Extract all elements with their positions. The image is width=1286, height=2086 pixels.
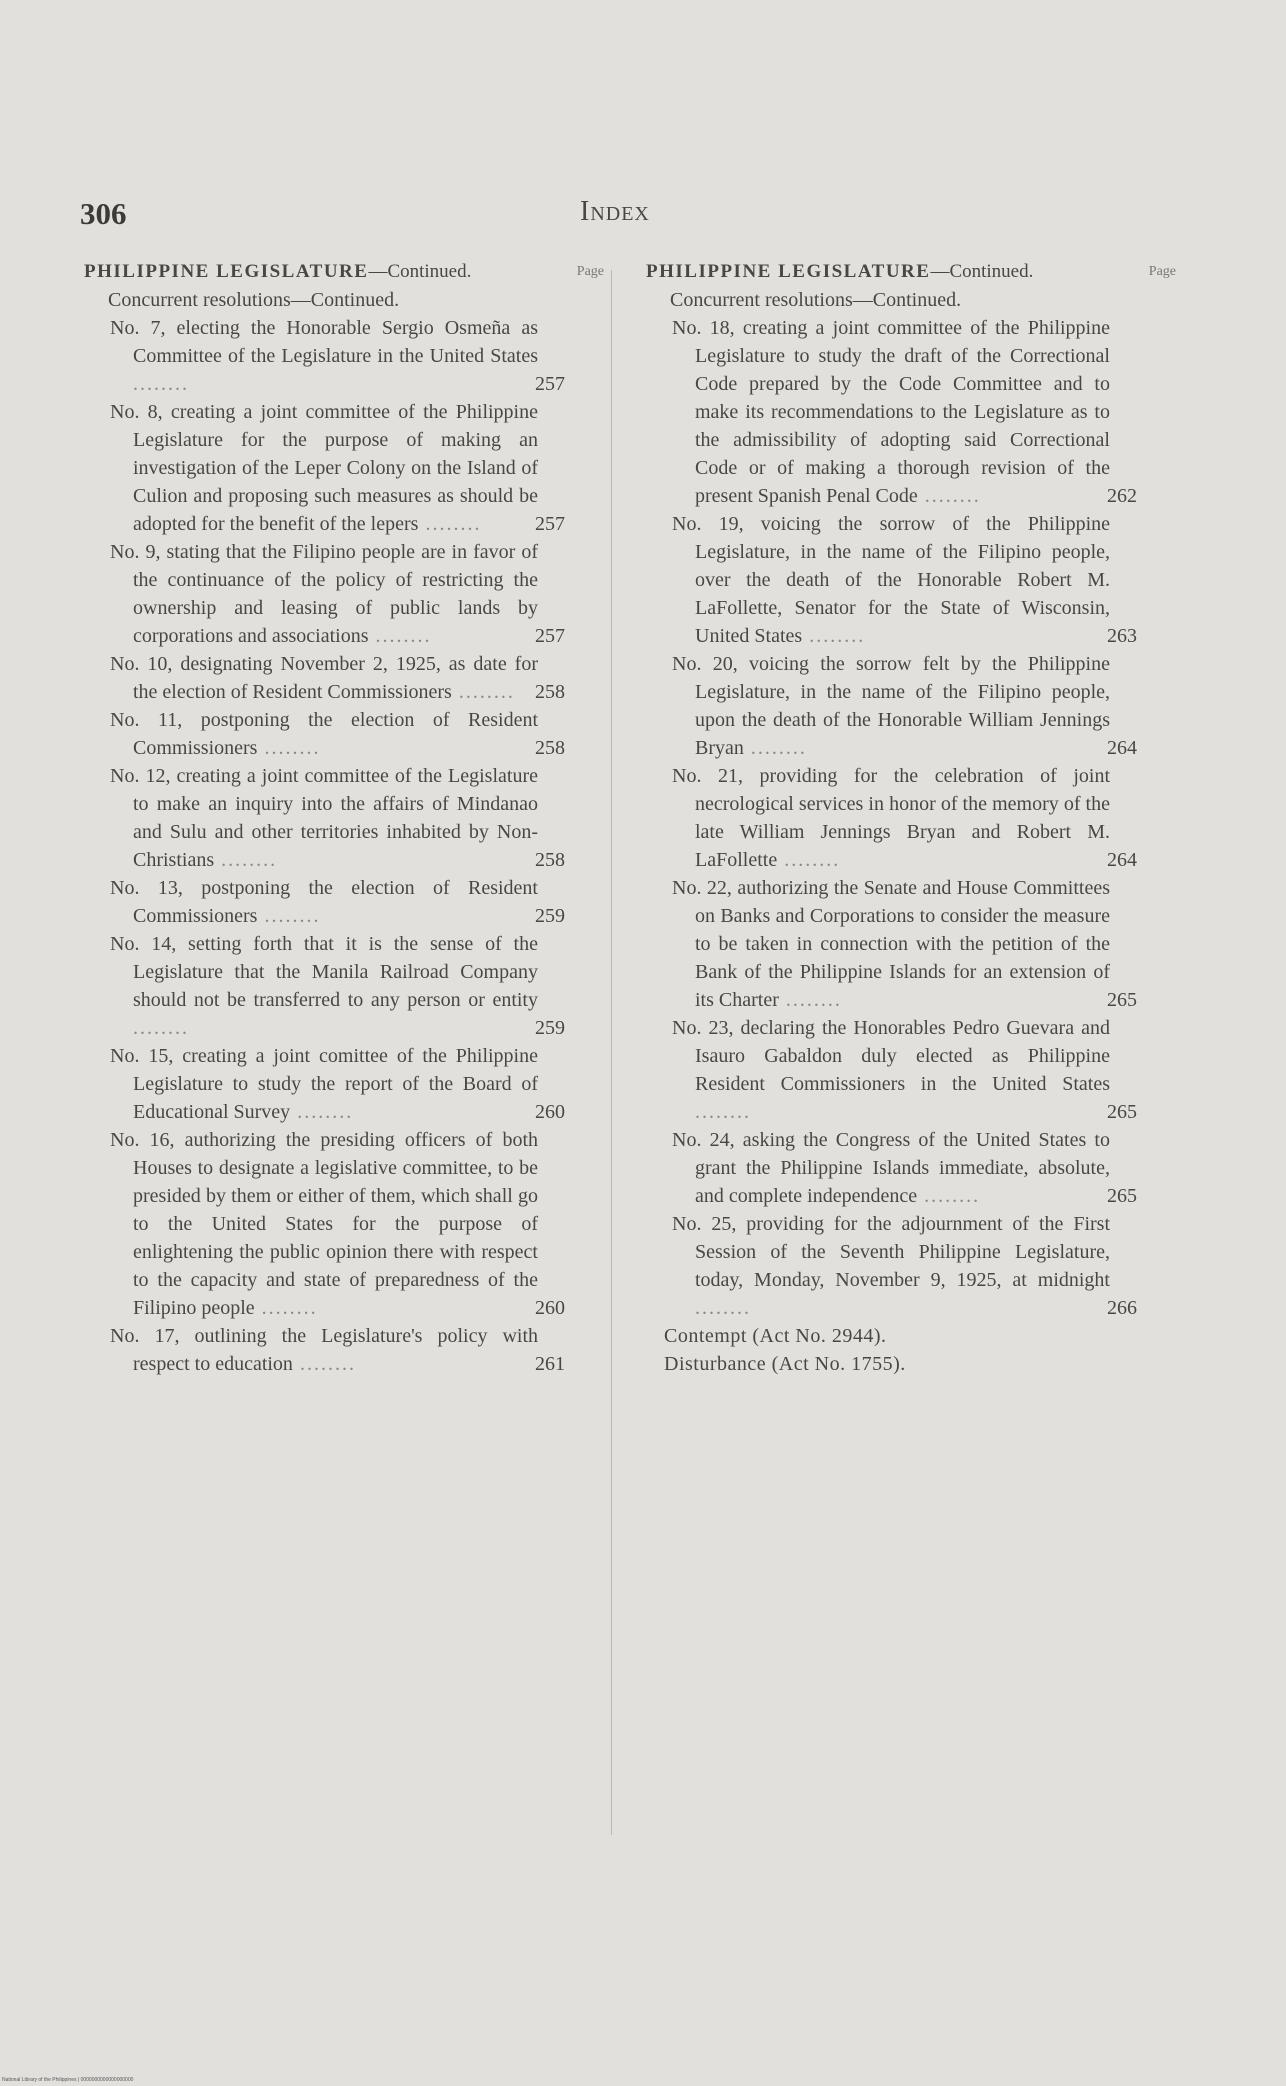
heading-text: PHILIPPINE LEGISLATURE — [646, 261, 931, 282]
footer-note: National Library of the Philippines | 0000000000000000000 — [2, 2077, 134, 2083]
entry-page-number: 258 — [535, 681, 565, 703]
entry-text: No. 13, postponing the election of Resident Commissioners — [110, 877, 538, 927]
entry-page-number: 259 — [535, 1017, 565, 1039]
index-entry — [84, 314, 565, 398]
entry-page-number: 258 — [535, 849, 565, 871]
leader-dots: ........ — [257, 737, 321, 759]
entry-page-number: 257 — [535, 513, 565, 535]
leader-dots: ........ — [290, 1101, 354, 1123]
entry-text: No. 11, postponing the election of Resident Commissioners — [110, 709, 538, 759]
entry-page-number: 263 — [1107, 625, 1137, 647]
page-column-label: Page — [1148, 264, 1176, 279]
entry-page-number: 260 — [535, 1101, 565, 1123]
leader-dots: ........ — [368, 625, 432, 647]
leader-dots: ........ — [292, 1353, 356, 1375]
entry-page-number: 265 — [1107, 1185, 1137, 1207]
entry-text: No. 17, outlining the Legislature's policy with respect to education — [110, 1325, 538, 1375]
entry-text: No. 18, creating a joint committee of the Philippine Legislature to study the draft of the Correctional Code prepared by the Code Committee and to make its recommendations to the Legislature as to the admissibility of adopting said Correctional Code or of making a thorough revision of the present Spanish Penal Code — [672, 317, 1110, 507]
subheading: Concurrent resolutions—Continued. — [670, 289, 962, 311]
entry-page-number: 264 — [1107, 849, 1137, 871]
entry-page-number: 265 — [1107, 989, 1137, 1011]
entry-text: No. 24, asking the Congress of the United States to grant the Philippine Islands immediate, absolute, and complete independence — [672, 1129, 1110, 1207]
column-divider — [611, 270, 612, 1835]
extra-entry: Contempt (Act No. 2944). — [664, 1325, 887, 1347]
right-column — [646, 258, 1176, 1378]
index-entry — [84, 706, 565, 762]
extra-entry: Disturbance (Act No. 1755). — [664, 1353, 906, 1375]
heading-continued: —Continued. — [930, 261, 1034, 282]
index-entry — [646, 1014, 1137, 1126]
entry-text: No. 10, designating November 2, 1925, as date for the election of Resident Commissioners — [110, 653, 538, 703]
entry-list — [646, 314, 1176, 1322]
heading-continued: —Continued. — [368, 261, 472, 282]
entry-text: No. 22, authorizing the Senate and House Committees on Banks and Corporations to consider the measure to be taken in connection with the petition of the Bank of the Philippine Islands for an extension of its Charter — [672, 877, 1110, 1011]
entry-text: No. 12, creating a joint committee of the Legislature to make an inquiry into the affairs of Mindanao and Sulu and other territories inhabited by Non-Christians — [110, 765, 538, 871]
leader-dots: ........ — [695, 1297, 751, 1319]
section-heading — [646, 258, 1176, 286]
page-number: 306 — [80, 196, 127, 231]
entry-text: No. 9, stating that the Filipino people are in favor of the continuance of the policy of restricting the ownership and leasing of public lands by corporations and associations — [110, 541, 538, 647]
index-entry — [646, 314, 1137, 510]
entry-page-number: 264 — [1107, 737, 1137, 759]
index-entry — [646, 874, 1137, 1014]
entry-text: No. 23, declaring the Honorables Pedro Guevara and Isauro Gabaldon duly elected as Philippine Resident Commissioners in the United States — [672, 1017, 1110, 1095]
entry-page-number: 258 — [535, 737, 565, 759]
entry-text: No. 7, electing the Honorable Sergio Osmeña as Committee of the Legislature in the United States — [110, 317, 538, 367]
index-entry — [84, 874, 565, 930]
entry-text: No. 8, creating a joint committee of the Philippine Legislature for the purpose of making an investigation of the Leper Colony on the Island of Culion and proposing such measures as should be adopted for the benefit of the lepers — [110, 401, 538, 535]
index-entry — [84, 1126, 565, 1322]
entry-page-number: 266 — [1107, 1297, 1137, 1319]
leader-dots: ........ — [743, 737, 807, 759]
leader-dots: ........ — [133, 373, 189, 395]
index-entry — [646, 1126, 1137, 1210]
entry-text: No. 14, setting forth that it is the sense of the Legislature that the Manila Railroad Company should not be transferred to any person or entity — [110, 933, 538, 1011]
index-entry — [646, 762, 1137, 874]
index-entry — [84, 762, 565, 874]
index-entry — [84, 930, 565, 1042]
entry-text: No. 19, voicing the sorrow of the Philippine Legislature, in the name of the Filipino people, over the death of the Honorable Robert M. LaFollette, Senator for the State of Wisconsin, United States — [672, 513, 1110, 647]
index-entry — [646, 650, 1137, 762]
leader-dots: ........ — [917, 485, 981, 507]
entry-text: No. 15, creating a joint comittee of the Philippine Legislature to study the report of the Board of Educational Survey — [110, 1045, 538, 1123]
leader-dots: ........ — [418, 513, 482, 535]
leader-dots: ........ — [133, 1017, 189, 1039]
entry-page-number: 261 — [535, 1353, 565, 1375]
leader-dots: ........ — [451, 681, 515, 703]
entry-page-number: 265 — [1107, 1101, 1137, 1123]
entry-text: No. 21, providing for the celebration of joint necrological services in honor of the memory of the late William Jennings Bryan and Robert M. LaFollette — [672, 765, 1110, 871]
leader-dots: ........ — [214, 849, 278, 871]
leader-dots: ........ — [695, 1101, 751, 1123]
index-entry — [84, 1322, 565, 1378]
heading-text: PHILIPPINE LEGISLATURE — [84, 261, 369, 282]
entry-page-number: 257 — [535, 373, 565, 395]
leader-dots: ........ — [777, 849, 841, 871]
left-column — [84, 258, 604, 1378]
index-entry — [84, 650, 565, 706]
index-entry — [646, 1210, 1137, 1322]
running-title: Index — [580, 196, 650, 227]
index-entry — [84, 398, 565, 538]
entry-page-number: 262 — [1107, 485, 1137, 507]
index-entry — [84, 538, 565, 650]
entry-text: No. 16, authorizing the presiding officers of both Houses to designate a legislative committee, to be presided by them or either of them, which shall go to the United States for the purpose of enlightening the public opinion there with respect to the capacity and state of preparedness of the Filipino people — [110, 1129, 538, 1319]
entry-page-number: 259 — [535, 905, 565, 927]
section-heading — [84, 258, 604, 286]
leader-dots: ........ — [257, 905, 321, 927]
leader-dots: ........ — [254, 1297, 318, 1319]
entry-text: No. 25, providing for the adjournment of the First Session of the Seventh Philippine Legislature, today, Monday, November 9, 1925, at midnight — [672, 1213, 1110, 1291]
entry-text: No. 20, voicing the sorrow felt by the Philippine Legislature, in the name of the Filipino people, upon the death of the Honorable William Jennings Bryan — [672, 653, 1110, 759]
entry-list — [84, 314, 604, 1378]
entry-page-number: 260 — [535, 1297, 565, 1319]
index-entry — [84, 1042, 565, 1126]
entry-page-number: 257 — [535, 625, 565, 647]
subheading: Concurrent resolutions—Continued. — [108, 289, 400, 311]
leader-dots: ........ — [802, 625, 866, 647]
index-entry — [646, 510, 1137, 650]
page-column-label: Page — [576, 264, 604, 279]
leader-dots: ........ — [778, 989, 842, 1011]
leader-dots: ........ — [917, 1185, 981, 1207]
